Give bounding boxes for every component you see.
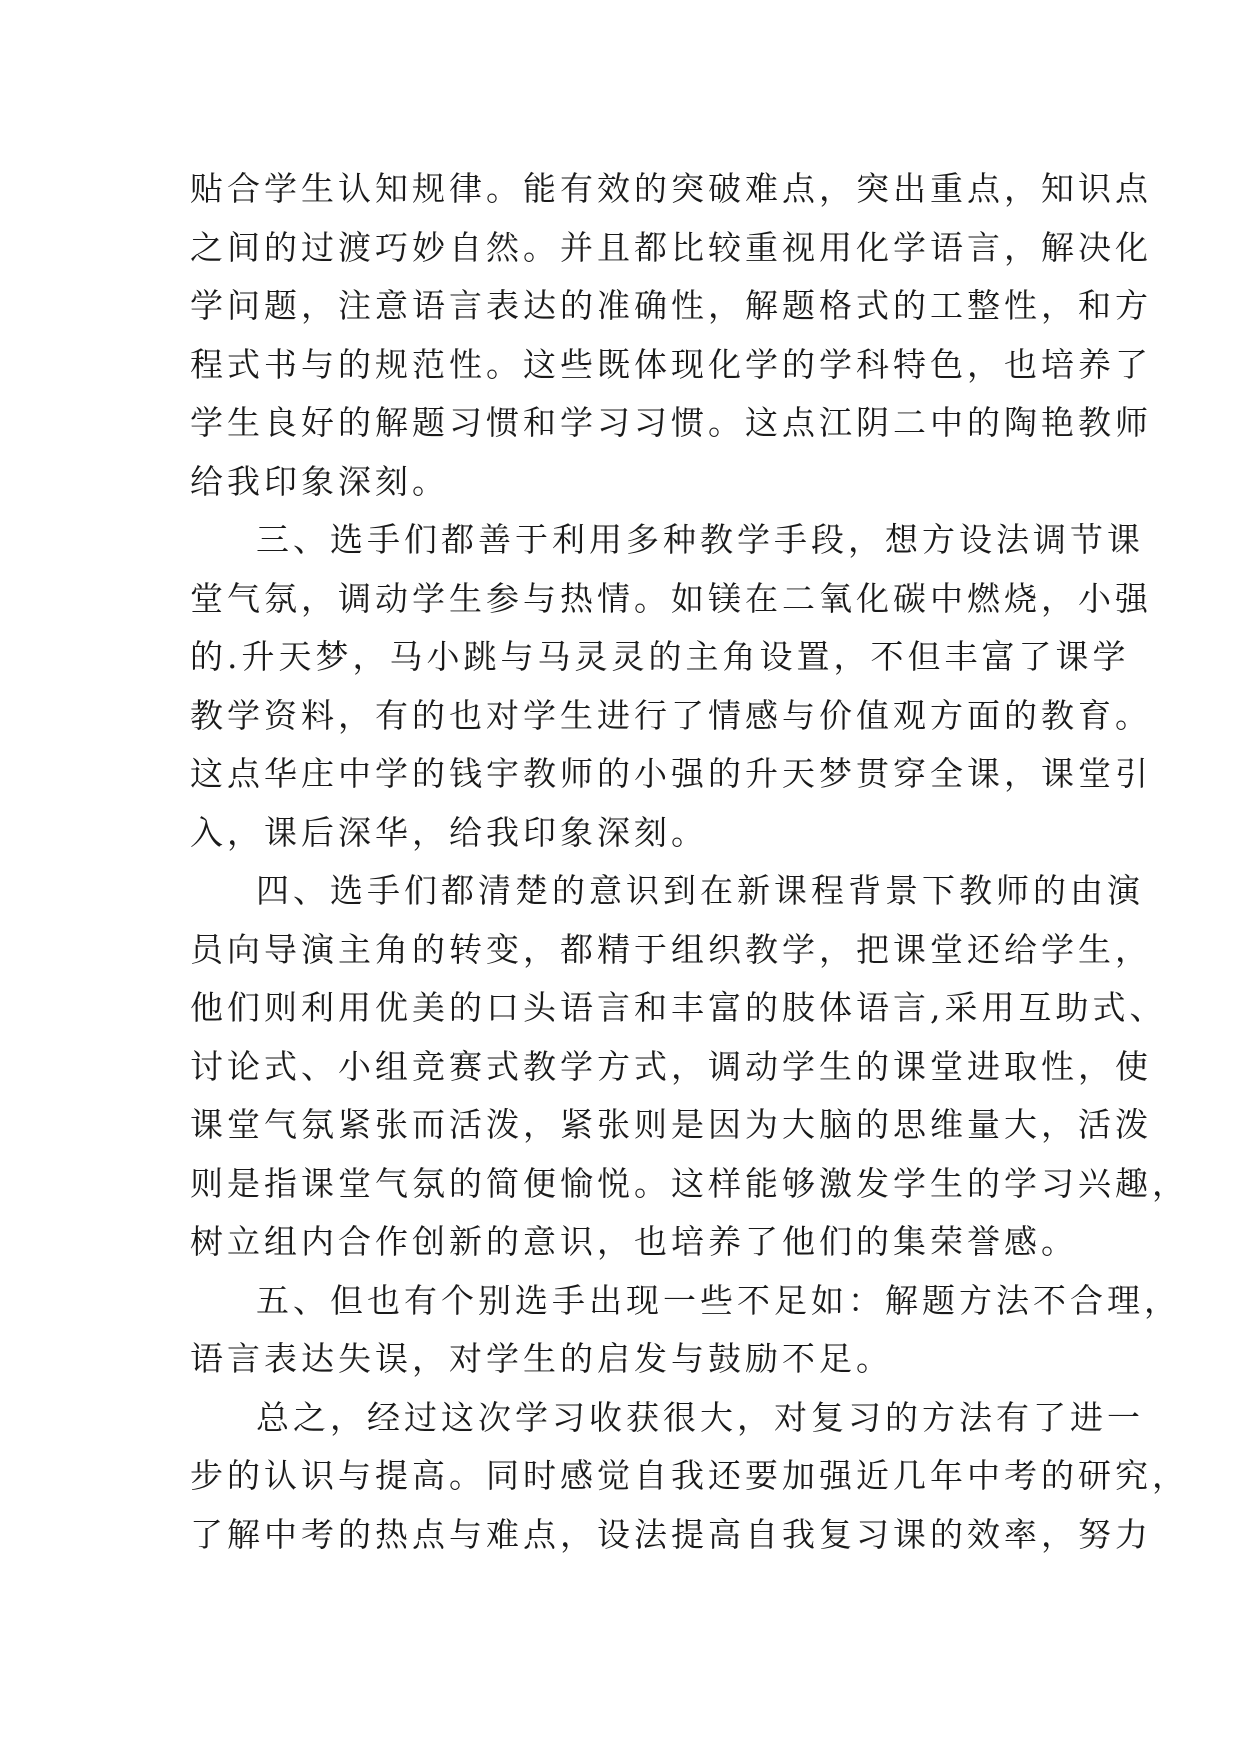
paragraph-start-line: 四、选手们都清楚的意识到在新课程背景下教师的由演 (256, 871, 1144, 910)
text-line: 学问题，注意语言表达的准确性，解题格式的工整性，和方 (190, 286, 1152, 325)
text-line: 员向导演主角的转变，都精于组织教学，把课堂还给学生， (190, 929, 1152, 969)
text-line: 贴合学生认知规律。能有效的突破难点，突出重点，知识点 (190, 169, 1152, 208)
text-line: 语言表达失误，对学生的启发与鼓励不足。 (190, 1339, 893, 1378)
text-line: 堂气氛，调动学生参与热情。如镁在二氧化碳中燃烧，小强 (190, 578, 1152, 618)
text-line: 讨论式、小组竞赛式教学方式，调动学生的课堂进取性，使 (190, 1046, 1152, 1086)
text-line: 教学资料，有的也对学生进行了情感与价值观方面的教育。 (190, 695, 1152, 735)
text-line: 他们则利用优美的口头语言和丰富的肢体语言,采用互助式、 (190, 988, 1167, 1027)
text-line: 给我印象深刻。 (190, 461, 449, 501)
text-line: 之间的过渡巧妙自然。并且都比较重视用化学语言，解决化 (190, 227, 1152, 267)
text-line: 这点华庄中学的钱宇教师的小强的升天梦贯穿全课，课堂引 (190, 754, 1152, 793)
text-line: 入，课后深华，给我印象深刻。 (190, 812, 708, 852)
text-line: 树立组内合作创新的意识，也培养了他们的集荣誉感。 (190, 1222, 1078, 1261)
text-line: 了解中考的热点与难点，设法提高自我复习课的效率，努力 (190, 1514, 1152, 1554)
text-line: 课堂气氛紧张而活泼，紧张则是因为大脑的思维量大，活泼 (190, 1105, 1152, 1144)
text-line: 的.升天梦，马小跳与马灵灵的主角设置，不但丰富了课学 (190, 637, 1130, 676)
paragraph-start-line: 总之，经过这次学习收获很大，对复习的方法有了进一 (256, 1397, 1144, 1437)
text-line: 则是指课堂气氛的简便愉悦。这样能够激发学生的学习兴趣， (190, 1163, 1189, 1203)
document-body (190, 160, 1189, 1564)
text-line: 学生良好的解题习惯和学习习惯。这点江阴二中的陶艳教师 (190, 403, 1152, 442)
text-line: 步的认识与提高。同时感觉自我还要加强近几年中考的研究， (190, 1456, 1189, 1495)
paragraph-start-line: 三、选手们都善于利用多种教学手段，想方设法调节课 (256, 520, 1144, 559)
text-line: 程式书与的规范性。这些既体现化学的学科特色，也培养了 (190, 344, 1152, 384)
paragraph-start-line: 五、但也有个别选手出现一些不足如：解题方法不合理， (256, 1280, 1181, 1320)
